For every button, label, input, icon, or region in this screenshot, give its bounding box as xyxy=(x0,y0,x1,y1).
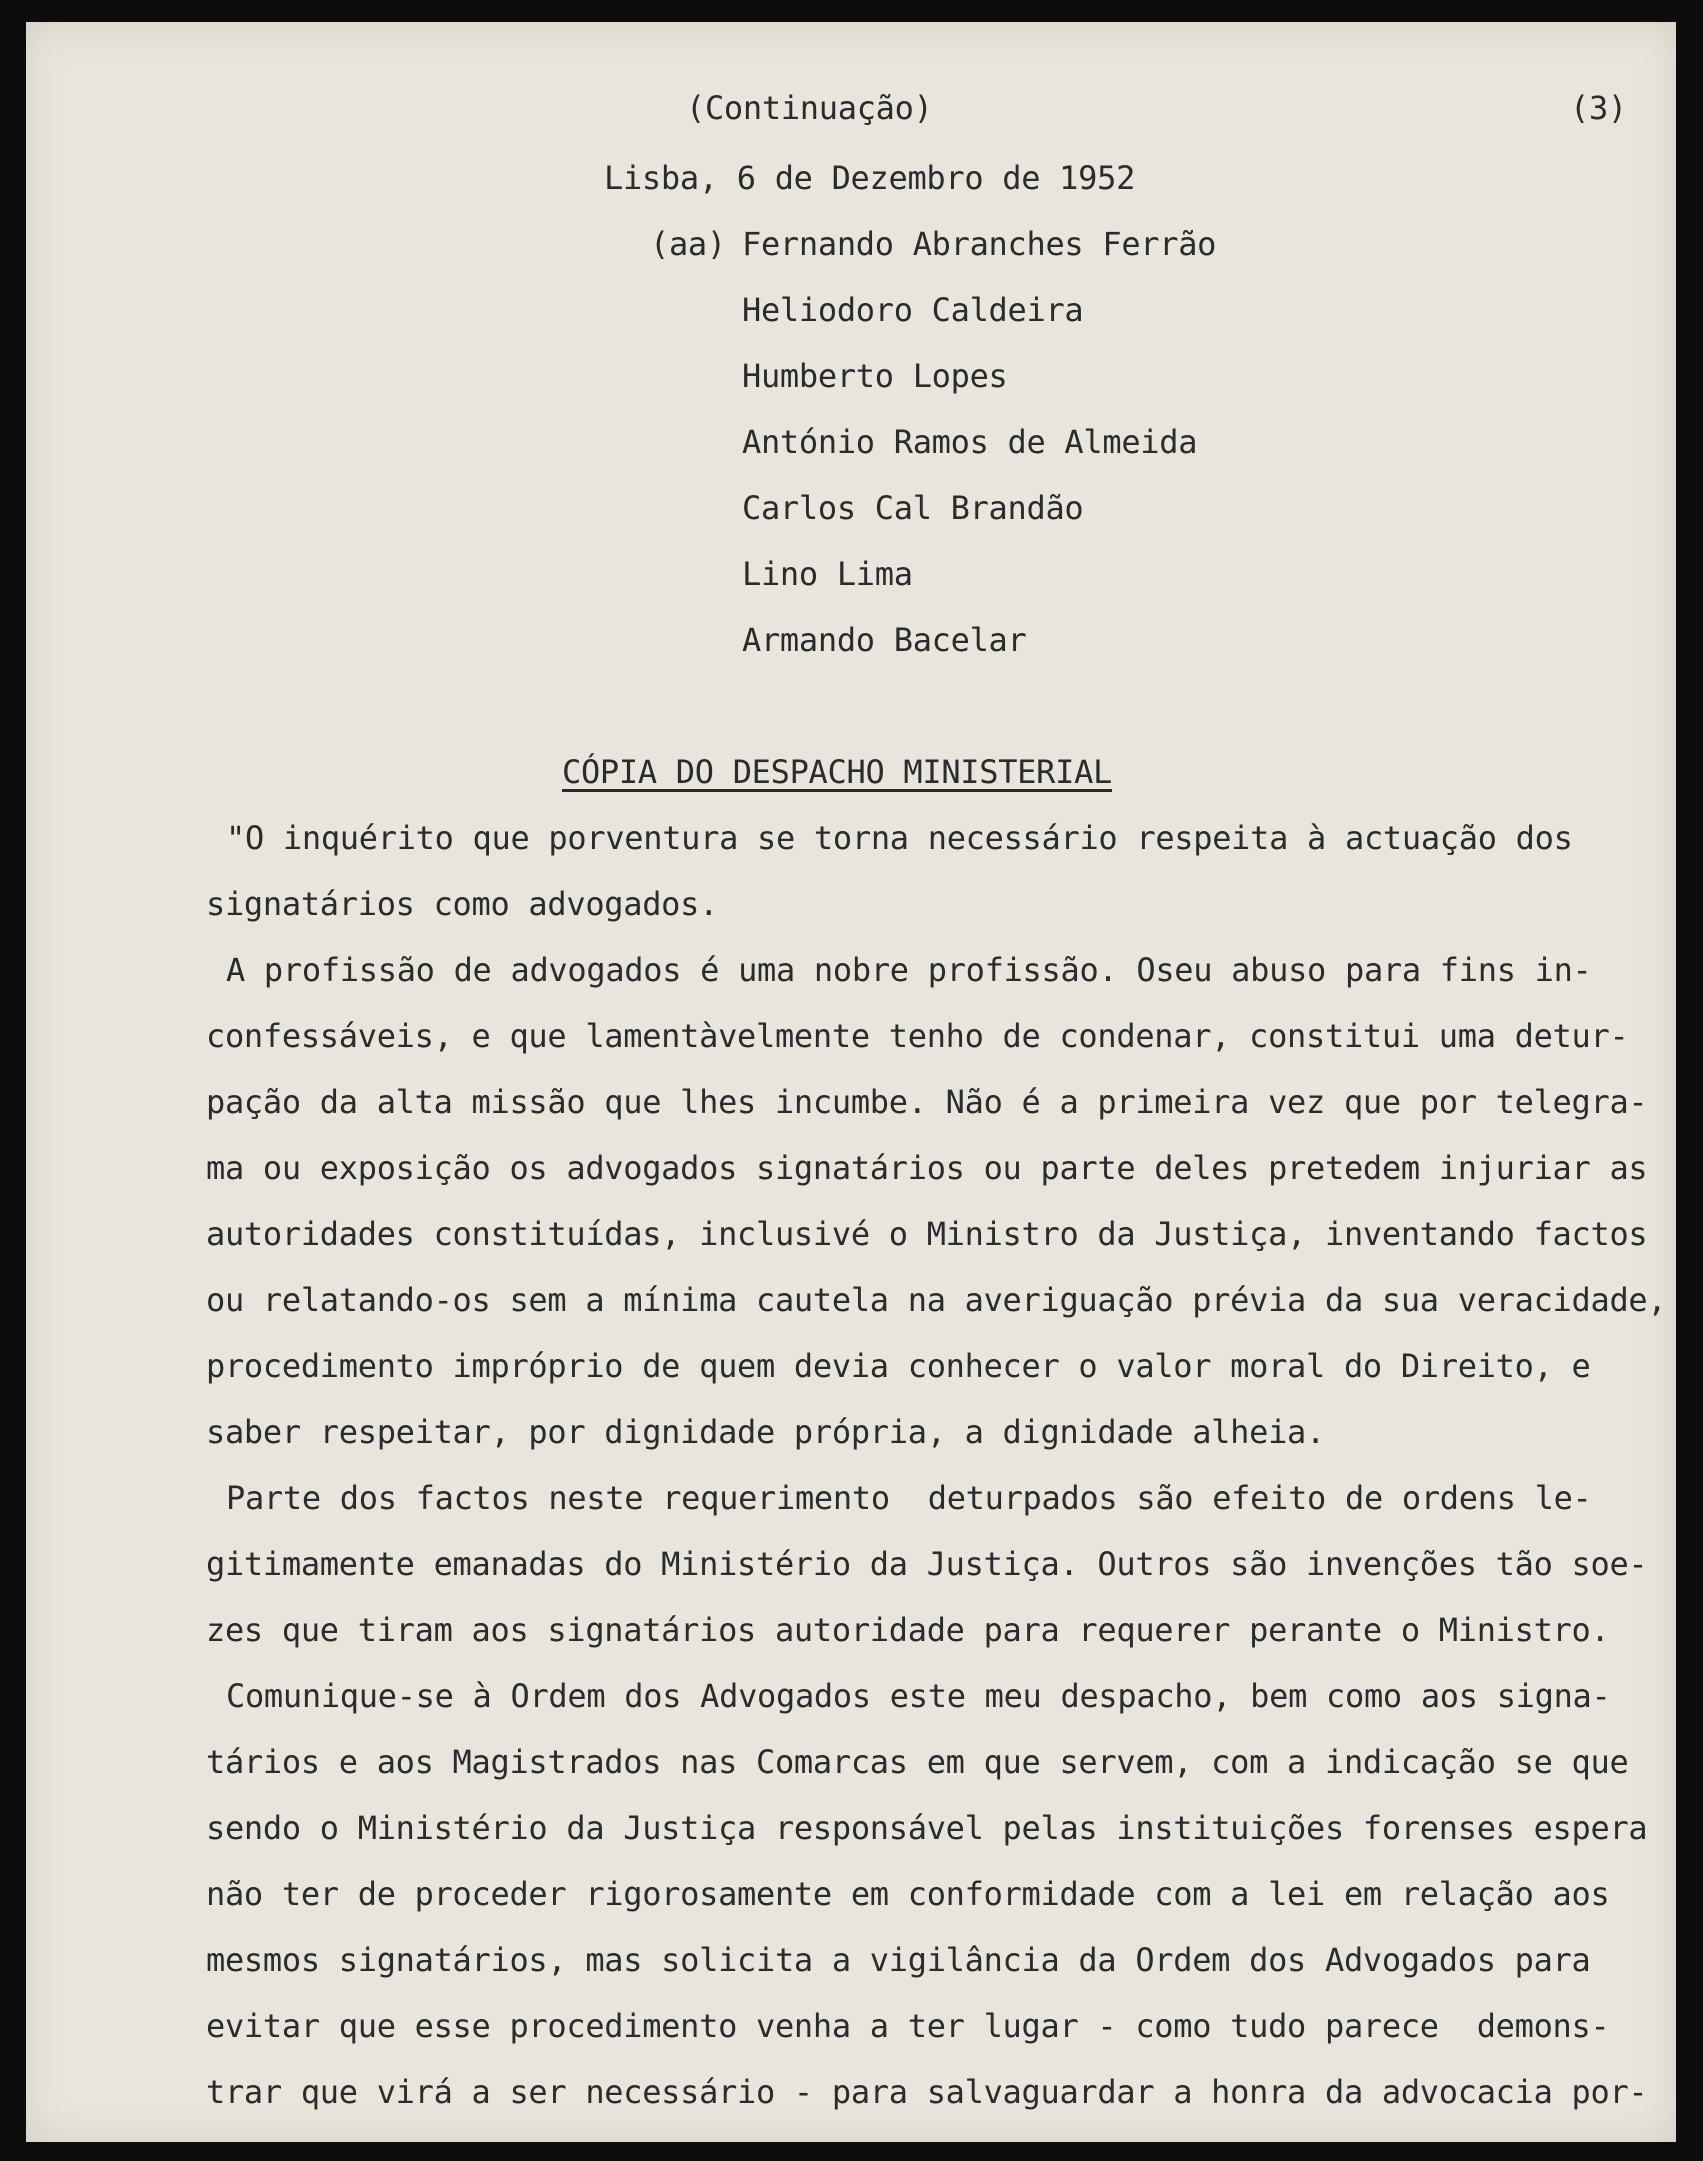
body-line: ma ou exposição os advogados signatários ou parte deles pretedem injuriar as xyxy=(206,1149,1648,1187)
body-line: pação da alta missão que lhes incumbe. Não é a primeira vez que por telegra- xyxy=(206,1083,1648,1121)
body-line: procedimento impróprio de quem devia conhecer o valor moral do Direito, e xyxy=(206,1347,1591,1385)
signature-name: Heliodoro Caldeira xyxy=(742,291,1084,329)
body-line: sendo o Ministério da Justiça responsável pelas instituições forenses espera xyxy=(206,1809,1648,1847)
body-line: trar que virá a ser necessário - para salvaguardar a honra da advocacia por- xyxy=(206,2073,1648,2111)
signature-name: Armando Bacelar xyxy=(742,621,1027,659)
body-line: saber respeitar, por dignidade própria, a dignidade alheia. xyxy=(206,1413,1325,1451)
body-line: ou relatando-os sem a mínima cautela na averiguação prévia da sua veracidade, xyxy=(206,1281,1667,1319)
signature-name: Carlos Cal Brandão xyxy=(742,489,1084,527)
body-line: A profissão de advogados é uma nobre profissão. Oseu abuso para fins in- xyxy=(226,951,1592,989)
section-heading: CÓPIA DO DESPACHO MINISTERIAL xyxy=(562,753,1113,791)
body-line: gitimamente emanadas do Ministério da Justiça. Outros são invenções tão soe- xyxy=(206,1545,1648,1583)
body-line: tários e aos Magistrados nas Comarcas em que servem, com a indicação se que xyxy=(206,1743,1629,1781)
signature-name: António Ramos de Almeida xyxy=(742,423,1198,461)
body-line: confessáveis, e que lamentàvelmente tenho de condenar, constitui uma detur- xyxy=(206,1017,1629,1055)
date-line: Lisba, 6 de Dezembro de 1952 xyxy=(604,159,1136,197)
body-line: evitar que esse procedimento venha a ter lugar - como tudo parece demons- xyxy=(206,2007,1610,2045)
body-line: mesmos signatários, mas solicita a vigilância da Ordem dos Advogados para xyxy=(206,1941,1591,1979)
body-line: "O inquérito que porventura se torna necessário respeita à actuação dos xyxy=(226,819,1573,857)
body-line: não ter de proceder rigorosamente em conformidade com a lei em relação aos xyxy=(206,1875,1610,1913)
page-number: (3) xyxy=(1570,89,1627,127)
body-line: autoridades constituídas, inclusivé o Ministro da Justiça, inventando factos xyxy=(206,1215,1648,1253)
body-line: zes que tiram aos signatários autoridade para requerer perante o Ministro. xyxy=(206,1611,1610,1649)
typewritten-page xyxy=(26,22,1676,2142)
continuation-header: (Continuação) xyxy=(686,89,933,127)
body-line: signatários como advogados. xyxy=(206,885,719,923)
signature-name: Humberto Lopes xyxy=(742,357,1008,395)
signatures-prefix: (aa) xyxy=(650,225,726,263)
body-line: Parte dos factos neste requerimento deturpados são efeito de ordens le- xyxy=(226,1479,1592,1517)
body-line: Comunique-se à Ordem dos Advogados este meu despacho, bem como aos signa- xyxy=(226,1677,1611,1715)
signature-name: Lino Lima xyxy=(742,555,913,593)
signature-name: Fernando Abranches Ferrão xyxy=(742,225,1217,263)
